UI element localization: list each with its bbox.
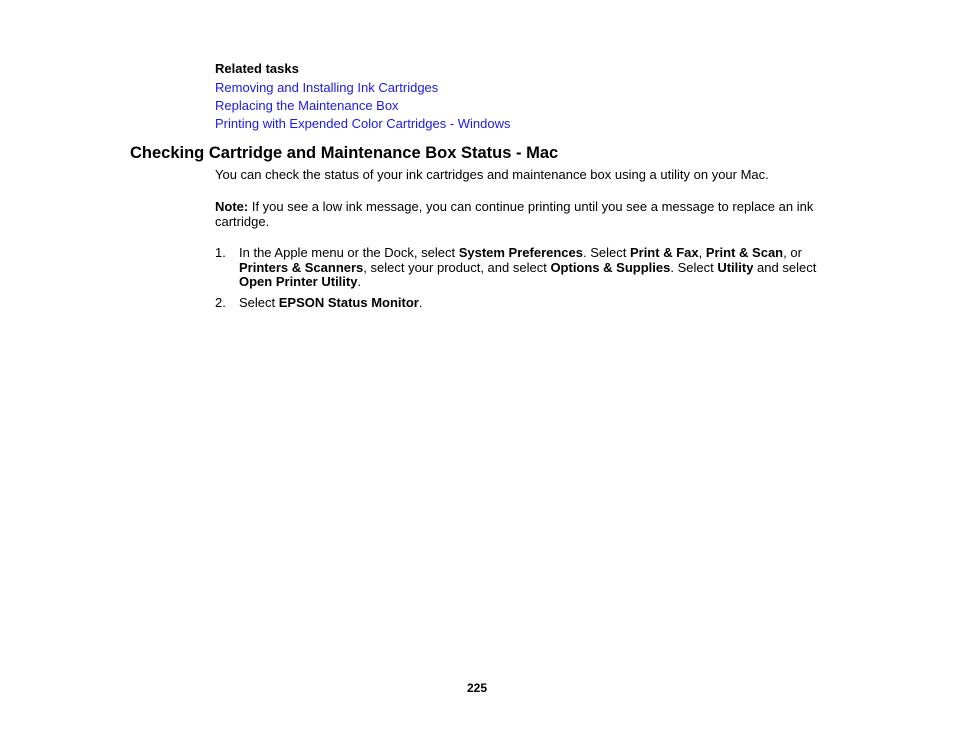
link-removing-installing-ink[interactable]: Removing and Installing Ink Cartridges	[215, 80, 439, 95]
step-number: 1.	[215, 245, 226, 260]
related-tasks-list	[215, 79, 511, 133]
note-text: If you see a low ink message, you can continue printing until you see a message to replace an ink cartridge.	[215, 199, 814, 229]
note-label: Note:	[215, 199, 249, 214]
step-number: 2.	[215, 294, 226, 310]
page-number: 225	[466, 681, 488, 695]
link-replacing-maintenance-box[interactable]: Replacing the Maintenance Box	[215, 98, 399, 113]
section-title: Checking Cartridge and Maintenance Box Status - Mac	[130, 144, 559, 162]
step-item	[215, 246, 835, 290]
intro-paragraph: You can check the status of your ink cartridges and maintenance box using a utility on your Mac.	[215, 167, 769, 182]
link-printing-expended-color[interactable]: Printing with Expended Color Cartridges - Windows	[215, 116, 511, 131]
note-paragraph	[215, 199, 835, 229]
step-text: In the Apple menu or the Dock, select System Preferences. Select Print & Fax, Print & Scan, or Printers & Scanners, select your product, and select Options & Supplies. Select Utility and select Open Printer Utility.	[239, 245, 817, 289]
step-text: Select EPSON Status Monitor.	[239, 294, 423, 310]
related-tasks-heading: Related tasks	[215, 61, 299, 76]
step-item	[215, 296, 835, 311]
steps-list	[215, 246, 835, 316]
